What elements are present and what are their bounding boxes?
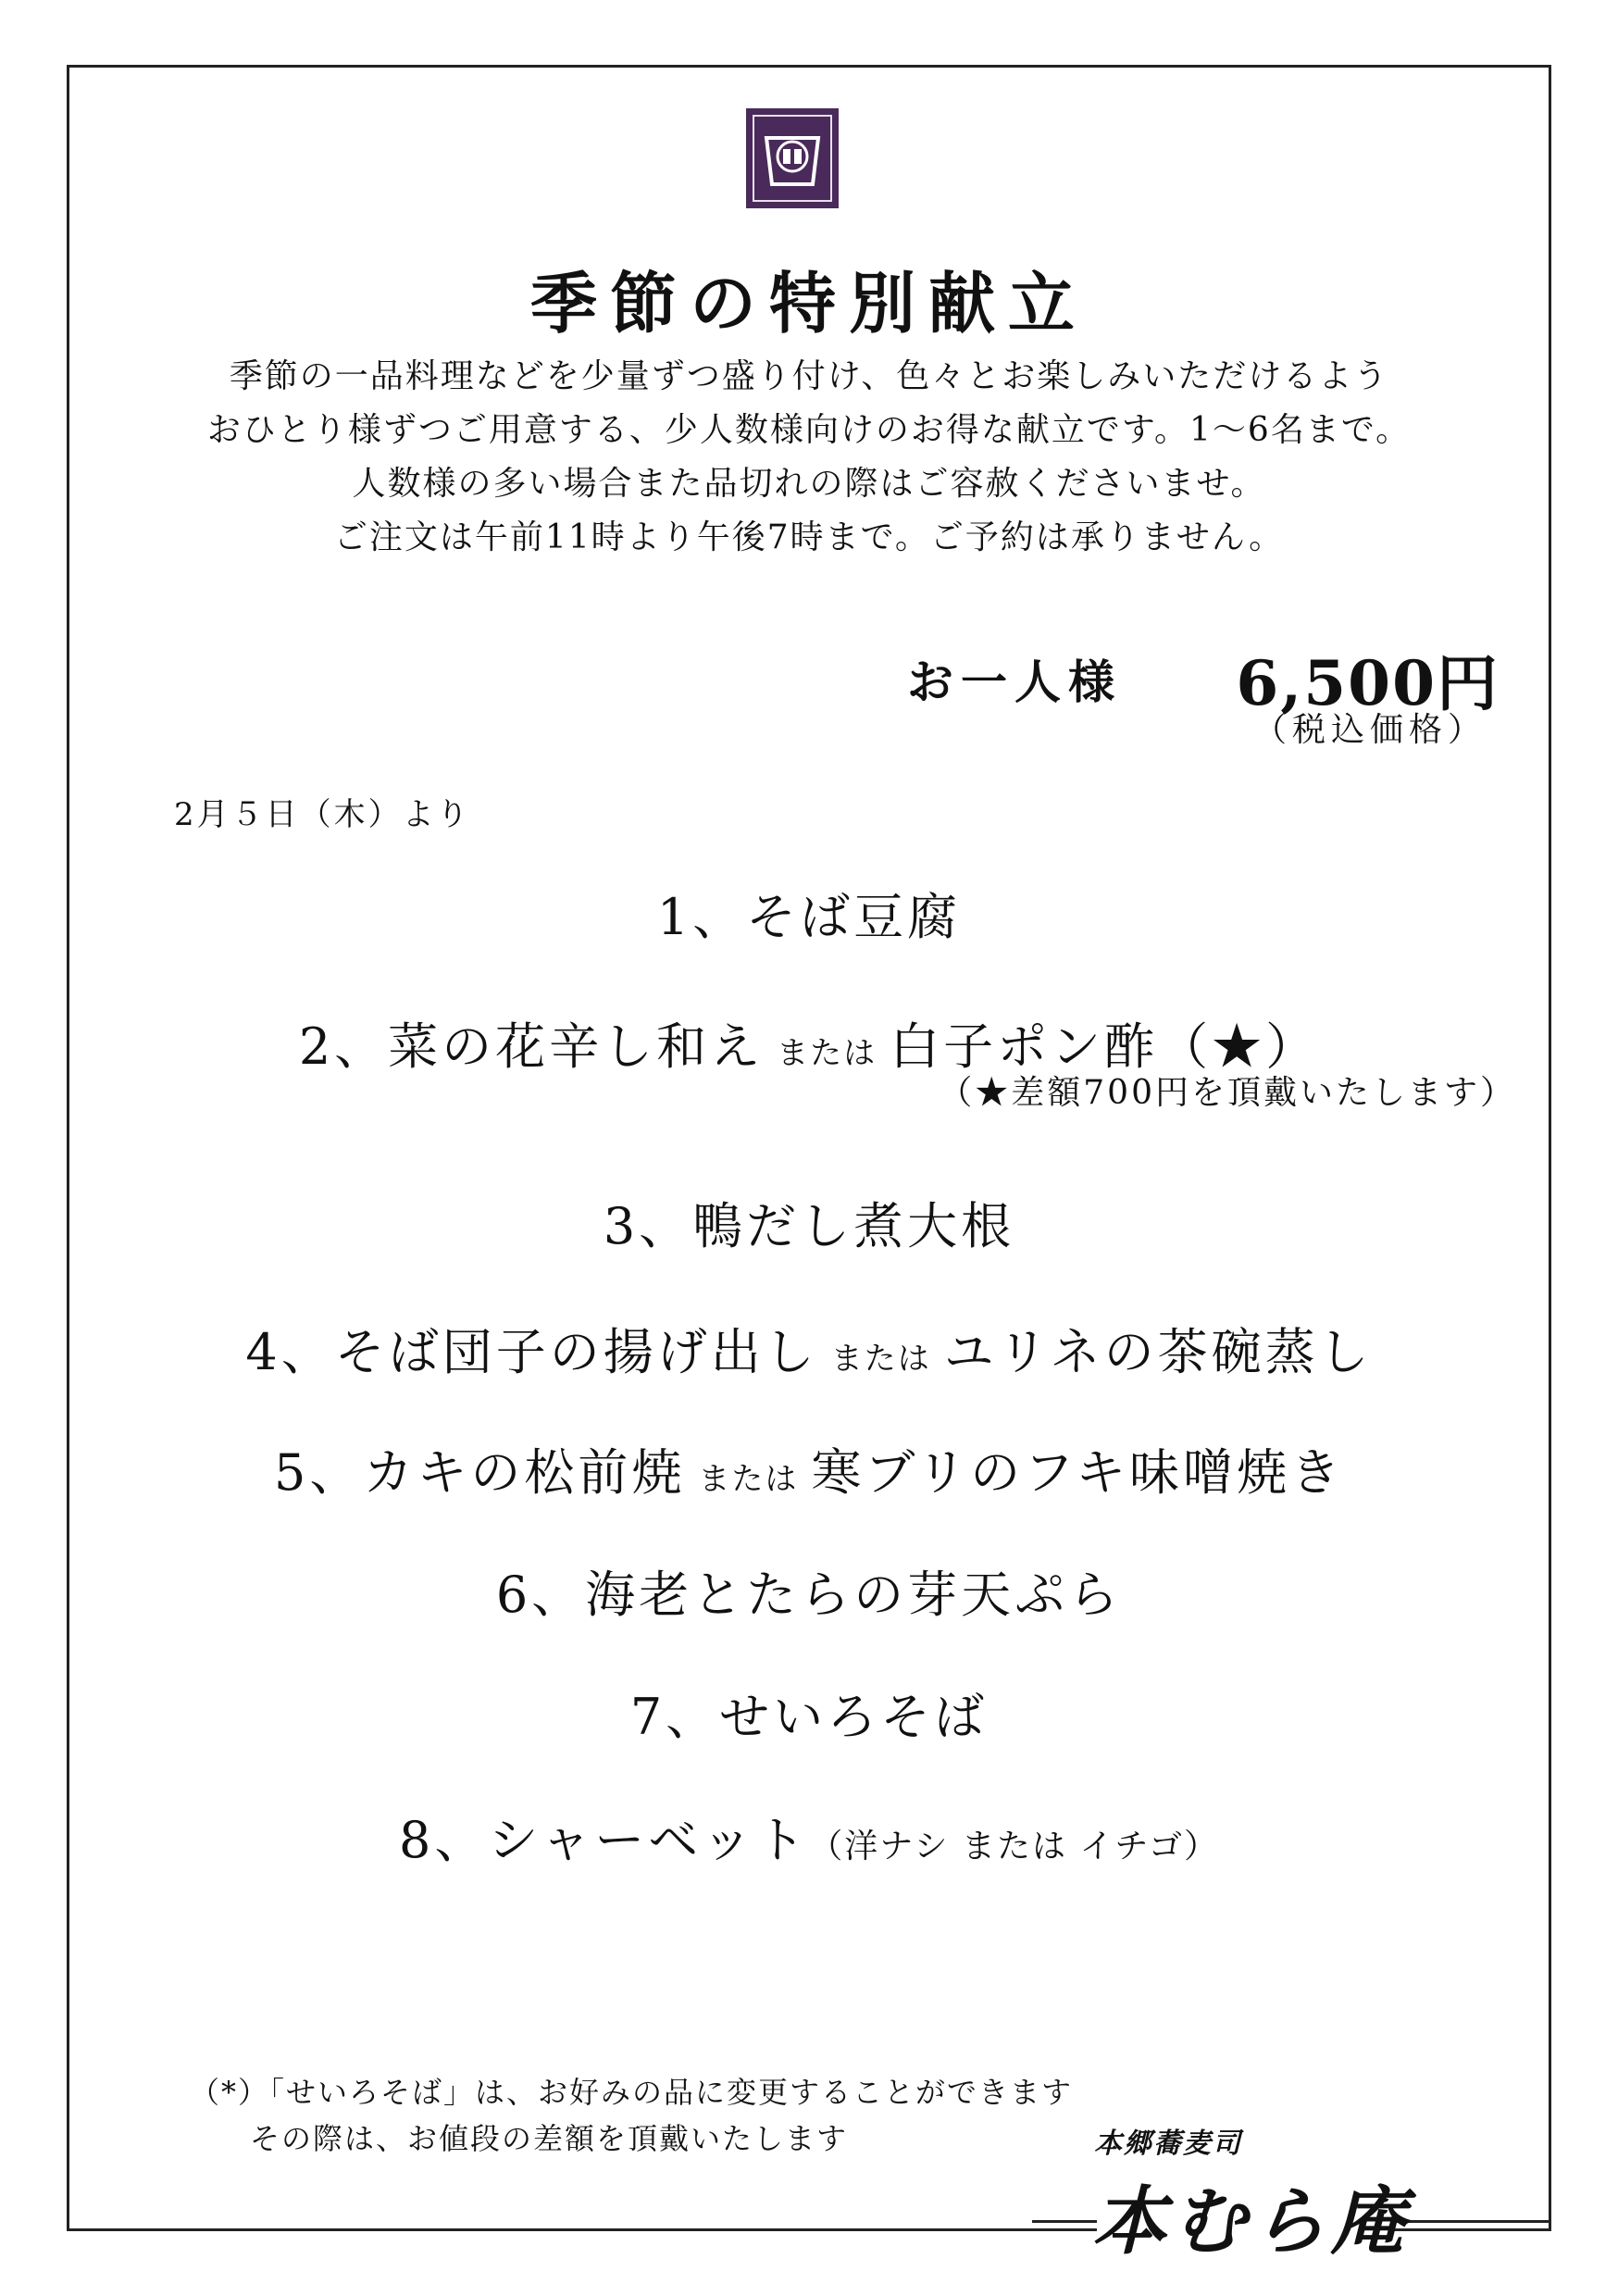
menu-item-4-main: 4、そば団子の揚げ出し	[245, 1323, 818, 1381]
menu-item-7-main: 7、せいろそば	[629, 1688, 989, 1746]
menu-item-4-alt: ユリネの茶碗蒸し	[943, 1323, 1373, 1381]
shop-name: 本むら庵	[1092, 2177, 1411, 2265]
menu-item-4	[0, 1313, 1618, 1384]
shop-rule-left	[1032, 2220, 1097, 2223]
menu-item-6	[0, 1555, 1618, 1627]
shop-subtitle: 本郷蕎麦司	[1094, 2128, 1242, 2160]
crest-logo	[746, 108, 839, 208]
surcharge-note: （★差額700円を頂戴いたします）	[939, 1074, 1516, 1112]
menu-item-8-options: （洋ナシ または イチゴ）	[809, 1828, 1219, 1866]
price-value: 6,500円	[1236, 647, 1500, 719]
menu-item-5-main: 5、カキの松前焼	[273, 1443, 686, 1502]
price-label: お一人様	[907, 655, 1122, 709]
footnote-line-2: その際は、お値段の差額を頂戴いたします	[250, 2121, 849, 2156]
start-date: 2月５日（木）より	[174, 796, 471, 833]
shop-rule-right	[1393, 2220, 1551, 2223]
price-row	[907, 634, 1500, 719]
description-line-3: 人数様の多い場合また品切れの際はご容赦くださいませ。	[352, 465, 1266, 503]
menu-item-3-main: 3、鴨だし煮大根	[603, 1197, 1015, 1255]
footnote-line-1: （*）「せいろそば」は、お好みの品に変更することができます	[190, 2075, 1074, 2110]
menu-item-7	[0, 1678, 1618, 1749]
menu-item-2-alt: 白子ポン酢（★）	[890, 1017, 1320, 1076]
menu-item-5	[0, 1433, 1618, 1504]
menu-item-2-main: 2、菜の花辛し和え	[298, 1017, 765, 1076]
menu-item-8-main: 8、シャーベット	[398, 1811, 810, 1869]
menu-item-5-or: または	[698, 1461, 799, 1498]
menu-item-1-main: 1、そば豆腐	[656, 888, 962, 946]
menu-item-3	[0, 1187, 1618, 1258]
menu-item-6-main: 6、海老とたらの芽天ぷら	[495, 1566, 1123, 1624]
menu-item-1	[0, 878, 1618, 949]
description-line-2: おひとり様ずつご用意する、少人数様向けのお得な献立です。1〜6名まで。	[206, 411, 1412, 449]
tax-note: （税込価格）	[1252, 711, 1487, 749]
menu-item-8	[0, 1801, 1618, 1872]
page-title: 季節の特別献立	[529, 264, 1088, 343]
description-line-4: ご注文は午前11時より午後7時まで。ご予約は承りません。	[333, 518, 1285, 556]
menu-item-5-alt: 寒ブリのフキ味噌焼き	[811, 1443, 1345, 1502]
menu-item-2-or: または	[777, 1035, 877, 1072]
menu-item-4-or: または	[830, 1341, 931, 1378]
description-line-1: 季節の一品料理などを少量ずつ盛り付け、色々とお楽しみいただけるよう	[229, 357, 1389, 395]
